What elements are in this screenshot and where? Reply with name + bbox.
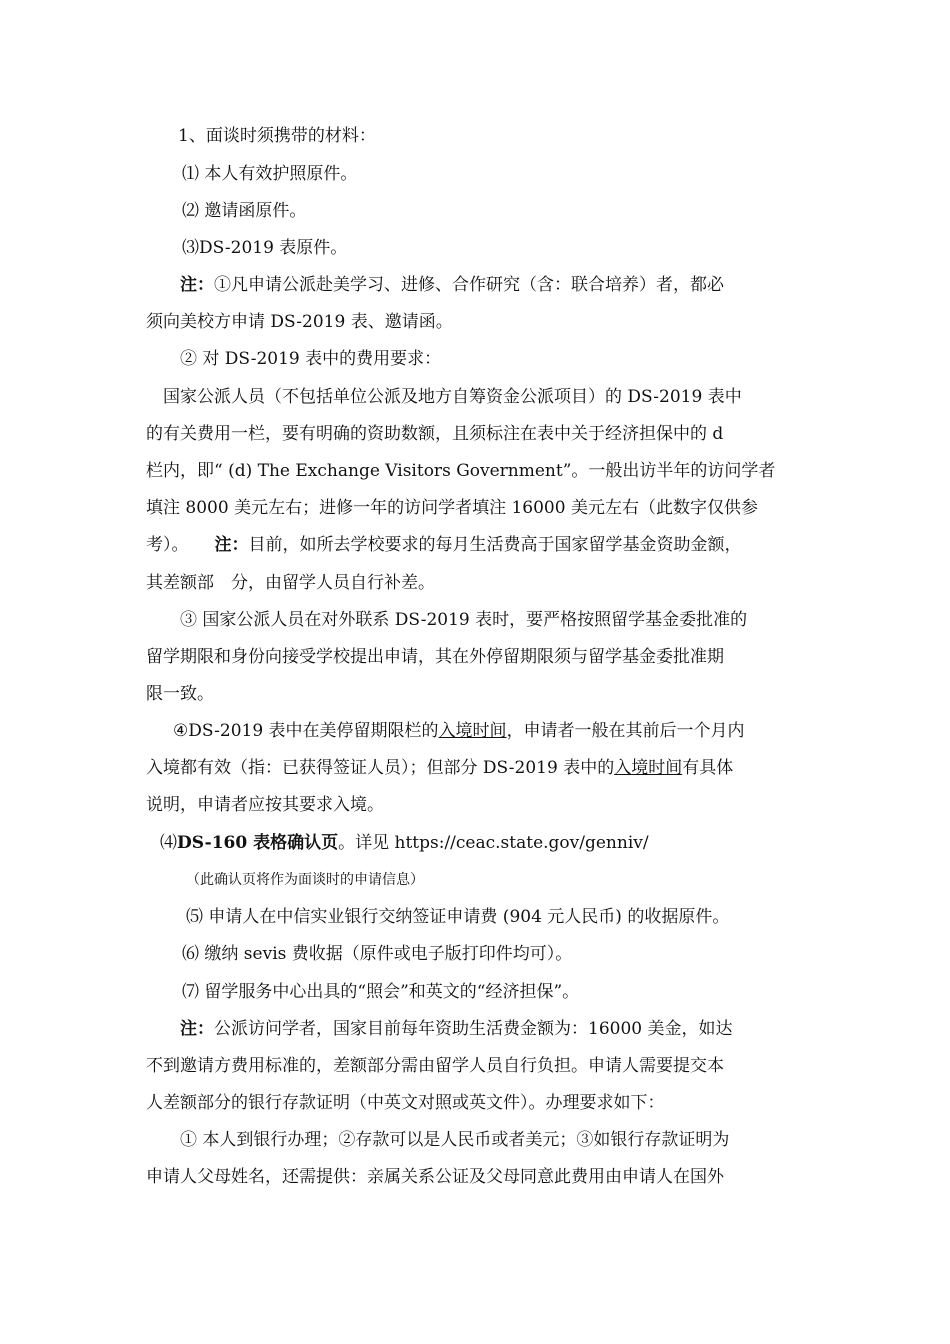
note2-line2: 不到邀请方费用标准的，差额部分需由留学人员自行负担。申请人需要提交本 xyxy=(146,1056,724,1076)
subsection-3-line2: 留学期限和身份向接受学校提出申请，其在外停留期限须与留学基金委批准期 xyxy=(146,647,724,667)
entry-time-underlined: 入境时间 xyxy=(614,758,683,778)
para2-line4: 填注 8000 美元左右；进修一年的访问学者填注 16000 美元左右（此数字仅供参 xyxy=(146,498,758,518)
item-ds160: ⑷DS-160 表格确认页。详见 https://ceac.state.gov/genniv/ xyxy=(160,833,649,853)
note2-line1: 注：公派访问学者，国家目前每年资助生活费金额为：16000 美金，如达 xyxy=(180,1019,733,1039)
para2-line3: 栏内，即“ (d) The Exchange Visitors Government”。一般出访半年的访问学者 xyxy=(146,461,776,481)
item-ds2019: ⑶DS-2019 表原件。 xyxy=(182,238,348,258)
section-heading: 1、面谈时须携带的材料： xyxy=(178,126,376,146)
item-passport: ⑴ 本人有效护照原件。 xyxy=(182,164,358,184)
subsection-4-line2: 入境都有效（指：已获得签证人员）；但部分 DS-2019 表中的入境时间有具体 xyxy=(146,758,734,778)
item-sevis: ⑹ 缴纳 sevis 费收据（原件或电子版打印件均可）。 xyxy=(182,944,573,964)
subsection-2-title: ② 对 DS-2019 表中的费用要求： xyxy=(180,349,442,369)
note3-line2: 申请人父母姓名，还需提供：亲属关系公证及父母同意此费用由申请人在国外 xyxy=(146,1167,724,1187)
para2-line6: 其差额部 分，由留学人员自行补差。 xyxy=(146,573,435,593)
para2-line5: 考）。 注：目前，如所去学校要求的每月生活费高于国家留学基金资助金额， xyxy=(146,535,742,555)
item-fee-receipt: ⑸ 申请人在中信实业银行交纳签证申请费 (904 元人民币) 的收据原件。 xyxy=(186,907,730,927)
note-label: 注： xyxy=(180,275,214,295)
ds160-label: DS-160 表格确认页 xyxy=(177,833,339,853)
subsection-4-line3: 说明，申请者应按其要求入境。 xyxy=(146,795,384,815)
entry-time-underlined: 入境时间 xyxy=(438,721,507,741)
note-label: 注： xyxy=(214,535,249,555)
note-label: 注： xyxy=(180,1019,214,1039)
note2-line3: 人差额部分的银行存款证明（中英文对照或英文件）。办理要求如下： xyxy=(146,1093,665,1113)
para2-line1: 国家公派人员（不包括单位公派及地方自筹资金公派项目）的 DS-2019 表中 xyxy=(163,387,742,407)
subsection-4-line1: ④DS-2019 表中在美停留期限栏的入境时间，申请者一般在其前后一个月内 xyxy=(173,721,745,741)
ceac-link-text: 。详见 https://ceac.state.gov/genniv/ xyxy=(338,833,649,853)
ds160-note: （此确认页将作为面谈时的申请信息） xyxy=(186,872,424,888)
note1-line2: 须向美校方申请 DS-2019 表、邀请函。 xyxy=(146,312,453,332)
subsection-3-line1: ③ 国家公派人员在对外联系 DS-2019 表时，要严格按照留学基金委批准的 xyxy=(180,610,748,630)
note3-line1: ① 本人到银行办理；②存款可以是人民币或者美元；③如银行存款证明为 xyxy=(180,1130,730,1150)
subsection-3-line3: 限一致。 xyxy=(146,684,214,704)
item-diplomatic-note: ⑺ 留学服务中心出具的“照会”和英文的“经济担保”。 xyxy=(182,982,580,1002)
note1-line1: 注：①凡申请公派赴美学习、进修、合作研究（含：联合培养）者，都必 xyxy=(180,275,724,295)
item-invitation: ⑵ 邀请函原件。 xyxy=(182,201,307,221)
para2-line2: 的有关费用一栏，要有明确的资助数额，且须标注在表中关于经济担保中的 d xyxy=(146,424,724,444)
